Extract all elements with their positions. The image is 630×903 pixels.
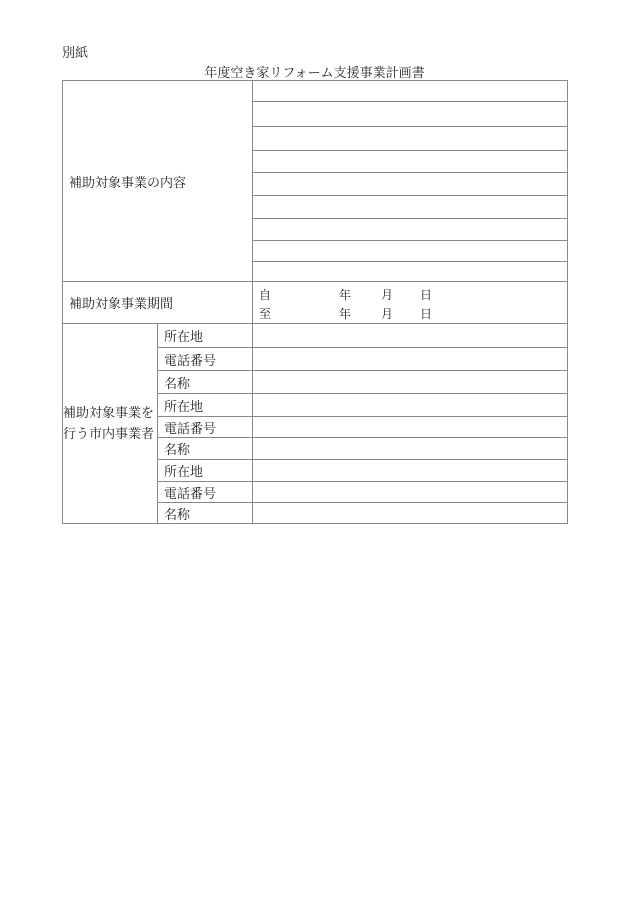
vendor-row-label: 名称 bbox=[158, 503, 253, 524]
plan-table bbox=[62, 80, 568, 524]
vendor-row-label: 電話番号 bbox=[158, 348, 253, 371]
annex-label: 別紙 bbox=[62, 46, 89, 61]
vendor-row-value[interactable] bbox=[253, 503, 568, 524]
content-line[interactable] bbox=[253, 102, 568, 127]
period-from-day: 日 bbox=[420, 287, 433, 302]
period-label: 補助対象事業期間 bbox=[63, 282, 253, 324]
content-line[interactable] bbox=[253, 262, 568, 282]
vendor-row-label: 所在地 bbox=[158, 460, 253, 482]
vendor-row-label: 名称 bbox=[158, 438, 253, 460]
period-to-year: 年 bbox=[339, 306, 352, 321]
content-line[interactable] bbox=[253, 241, 568, 262]
vendor-row-label: 電話番号 bbox=[158, 417, 253, 438]
content-line[interactable] bbox=[253, 173, 568, 196]
content-line[interactable] bbox=[253, 127, 568, 151]
period-to-day: 日 bbox=[420, 306, 433, 321]
vendor-label: 補助対象事業を行う市内事業者 bbox=[63, 324, 158, 524]
vendor-row-value[interactable] bbox=[253, 371, 568, 394]
vendor-row-label: 名称 bbox=[158, 371, 253, 394]
vendor-row-value[interactable] bbox=[253, 417, 568, 438]
vendor-row-value[interactable] bbox=[253, 438, 568, 460]
vendor-row-value[interactable] bbox=[253, 460, 568, 482]
vendor-row-value[interactable] bbox=[253, 348, 568, 371]
content-line[interactable] bbox=[253, 151, 568, 173]
period-to-prefix: 至 bbox=[259, 306, 272, 321]
document-title: 年度空き家リフォーム支援事業計画書 bbox=[204, 66, 425, 81]
content-line[interactable] bbox=[253, 196, 568, 219]
content-line[interactable] bbox=[253, 219, 568, 241]
content-line[interactable] bbox=[253, 81, 568, 102]
content-label: 補助対象事業の内容 bbox=[63, 81, 253, 282]
vendor-row-label: 所在地 bbox=[158, 394, 253, 417]
vendor-row-label: 電話番号 bbox=[158, 482, 253, 503]
period-cell[interactable] bbox=[253, 282, 568, 324]
period-from-month: 月 bbox=[381, 287, 394, 302]
vendor-row-value[interactable] bbox=[253, 394, 568, 417]
vendor-row-label: 所在地 bbox=[158, 324, 253, 348]
period-to-month: 月 bbox=[381, 306, 394, 321]
period-from-year: 年 bbox=[339, 287, 352, 302]
period-from-prefix: 自 bbox=[259, 287, 272, 302]
vendor-row-value[interactable] bbox=[253, 482, 568, 503]
vendor-row-value[interactable] bbox=[253, 324, 568, 348]
